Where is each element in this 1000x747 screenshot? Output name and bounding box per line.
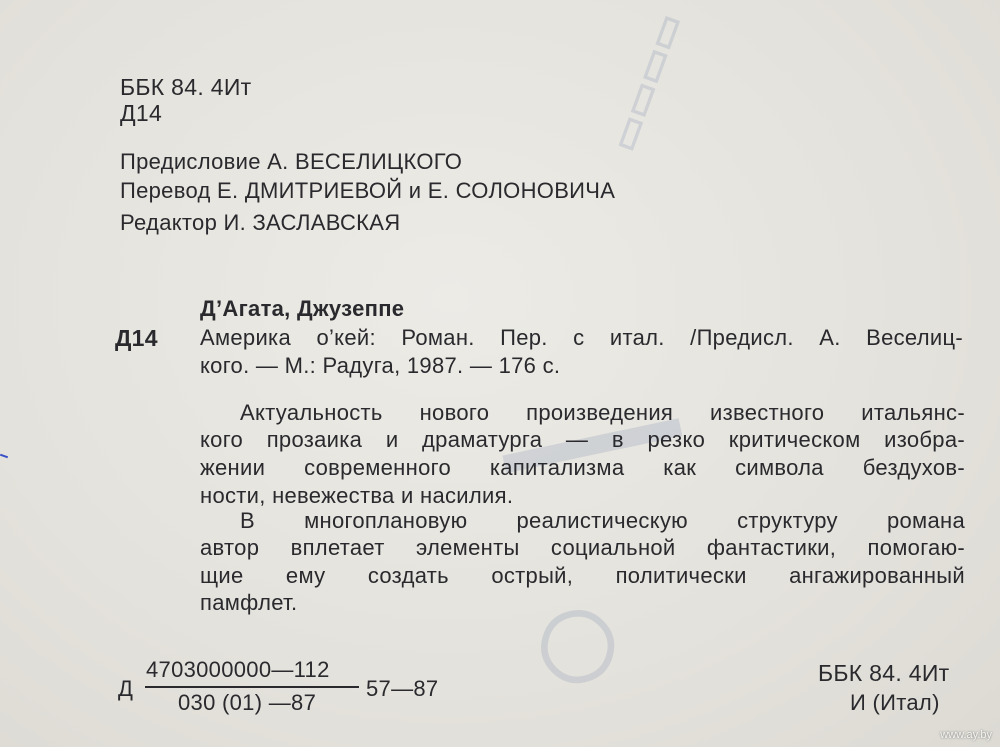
entry-title-line: кого. — М.: Радуга, 1987. — 176 с. — [200, 353, 561, 378]
credit-translation: Перевод Е. ДМИТРИЕВОЙ и Е. СОЛОНОВИЧА — [120, 178, 616, 203]
credit-preface: Предисловие А. ВЕСЕЛИЦКОГО — [120, 149, 463, 174]
credit-editor: Редактор И. ЗАСЛАВСКАЯ — [120, 210, 401, 235]
annotation-line: памфлет. — [200, 590, 298, 615]
footer-prefix: Д — [118, 676, 134, 701]
entry-code: Д14 — [115, 325, 158, 351]
annotation-line: кого прозаика и драматурга — в резко критическом изобра- — [200, 427, 965, 452]
annotation-line: Актуальность нового произведения известного итальянс- — [240, 400, 965, 425]
stamp-impression: ▬▬▬ — [495, 383, 685, 486]
footer-bbk: ББК 84. 4Ит — [818, 660, 950, 686]
footer-class: И (Итал) — [850, 690, 940, 715]
footer-numerator: 4703000000—112 — [146, 657, 330, 682]
annotation-line: жении современного капитализма как символа бездухов- — [200, 455, 965, 480]
annotation-line: ности, невежества и насилия. — [200, 483, 514, 508]
annotation-line: В многоплановую реалистическую структуру романа — [240, 508, 965, 533]
stamp-impression: ◯ — [531, 593, 628, 689]
footer-suffix: 57—87 — [366, 676, 439, 701]
annotation-line: щие ему создать острый, политически ангажированный — [200, 563, 965, 588]
entry-title-line: Америка о’кей: Роман. Пер. с итал. /Предисл. А. Веселиц- — [200, 325, 963, 350]
footer-denominator: 030 (01) —87 — [178, 690, 317, 715]
bbk-index: ББК 84. 4Ит — [120, 74, 252, 100]
stamp-impression: ▭▭▭▭ — [602, 8, 692, 158]
annotation-line: автор вплетает элементы социальной фантастики, помогаю- — [200, 535, 965, 560]
entry-author: Д’Агата, Джузеппе — [200, 296, 405, 321]
fraction-line — [145, 686, 359, 688]
author-mark: Д14 — [120, 100, 163, 126]
watermark: www.ay.by — [940, 729, 992, 741]
